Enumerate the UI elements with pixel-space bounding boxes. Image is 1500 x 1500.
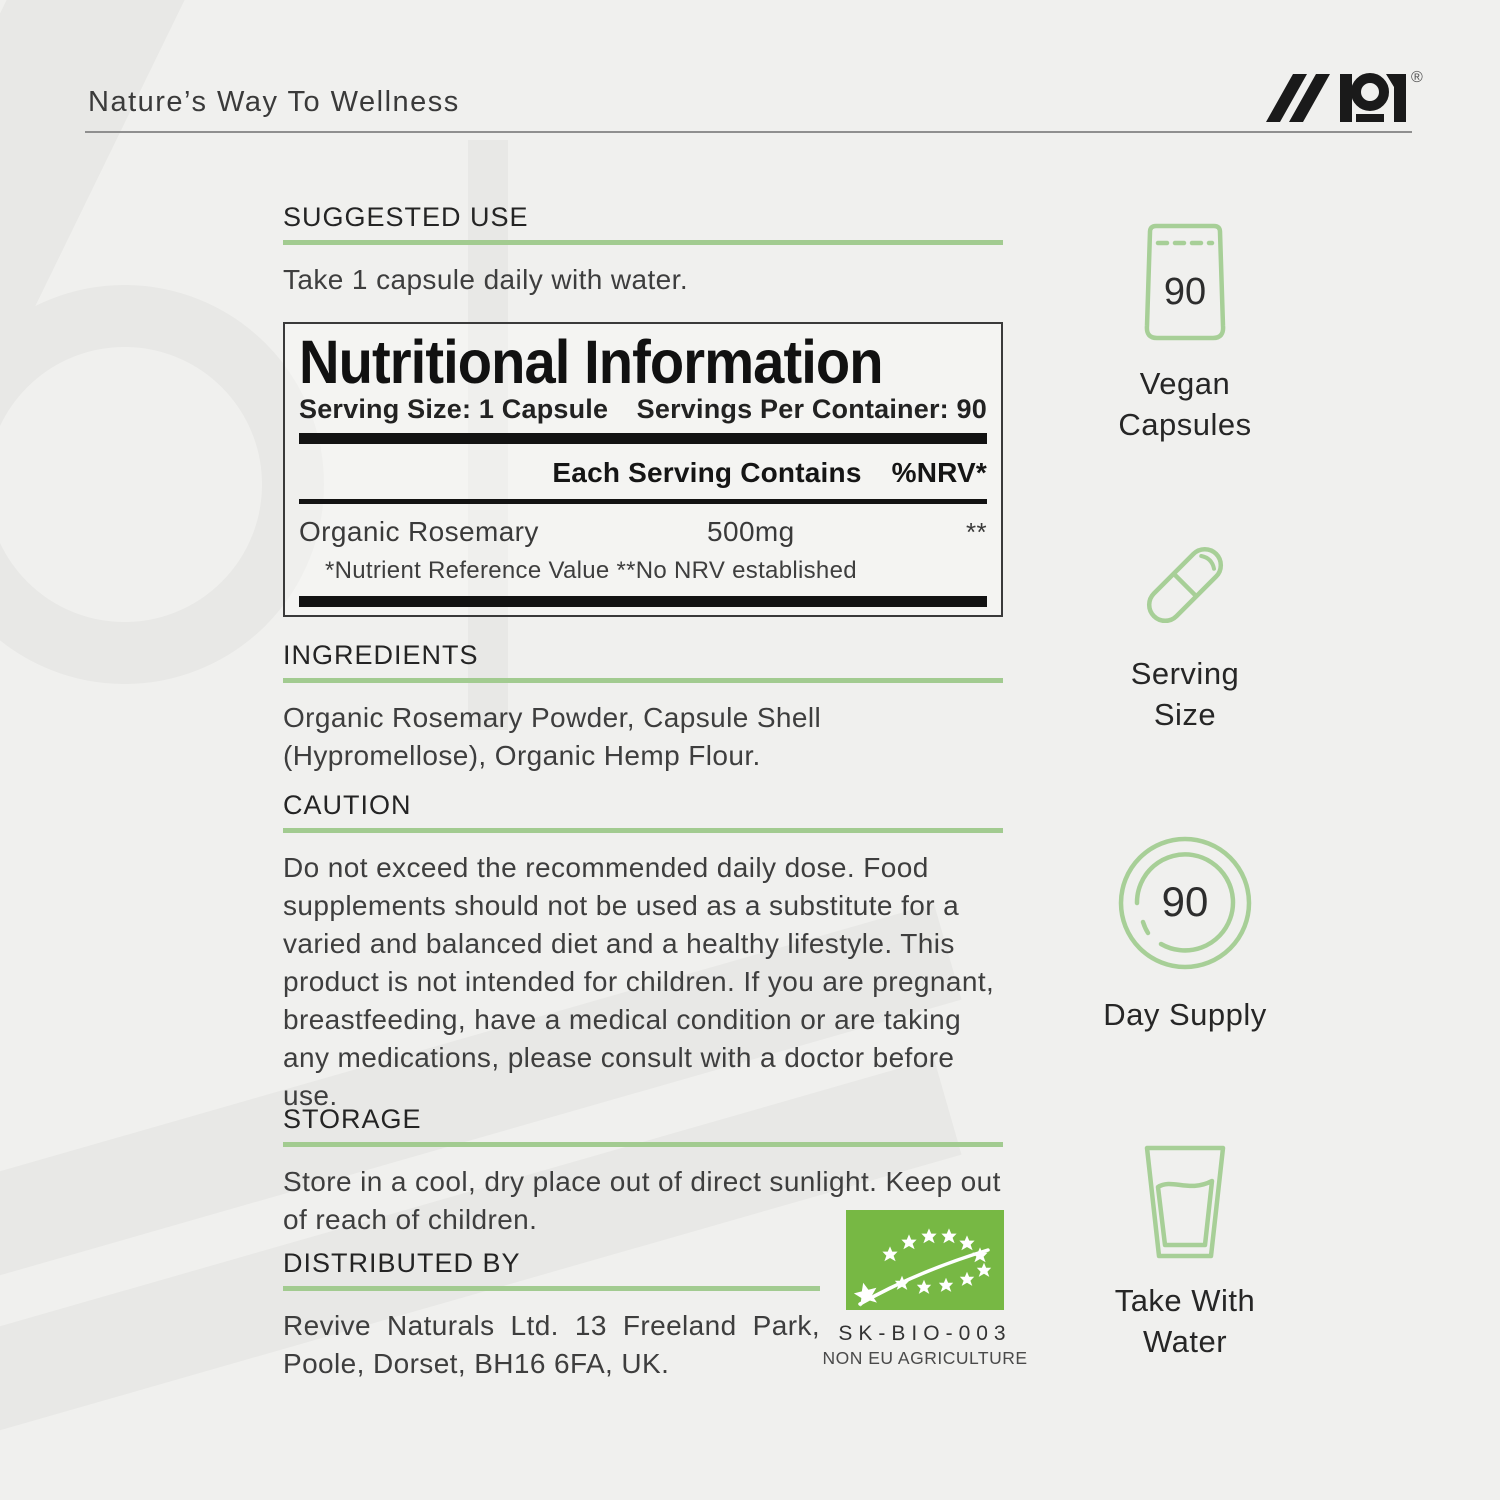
ingredients-body: Organic Rosemary Powder, Capsule Shell (Hypromellose), Organic Hemp Flour. (283, 702, 822, 771)
watermark-ring (0, 285, 324, 684)
eu-origin-statement: NON EU AGRICULTURE (822, 1348, 1028, 1368)
circle-90-icon (1112, 830, 1258, 976)
brand-logo-icon (1262, 66, 1424, 137)
nutrition-facts-box (283, 322, 1003, 617)
pouch-count: 90 (1163, 271, 1207, 313)
distributed-by-rule (283, 1286, 820, 1291)
badge-vegan-capsules (1080, 220, 1290, 445)
badge-serving-size (1080, 535, 1290, 735)
glass-icon (1137, 1142, 1233, 1262)
day-supply-count: 90 (1161, 878, 1209, 925)
ingredient-nrv: ** (965, 517, 987, 547)
badge-label: Day Supply (1103, 997, 1267, 1032)
capsule-icon (1135, 535, 1235, 635)
distributed-by-body: Revive Naturals Ltd. 13 Freeland Park, Poole, Dorset, BH16 6FA, UK. (283, 1310, 820, 1379)
suggested-use-rule (283, 240, 1003, 245)
ingredients-rule (283, 678, 1003, 683)
badge-day-supply (1080, 830, 1290, 1035)
section-ingredients (283, 640, 1003, 775)
badge-label: Vegan Capsules (1118, 366, 1252, 442)
brand-tagline: Nature’s Way To Wellness (88, 86, 460, 118)
badge-label: Serving Size (1130, 656, 1240, 732)
nutrition-bar-bottom (299, 596, 987, 607)
each-serving-contains-label: Each Serving Contains (552, 457, 862, 488)
badge-label: Take With Water (1114, 1283, 1256, 1359)
pouch-icon (1135, 220, 1235, 345)
storage-heading: STORAGE (283, 1104, 422, 1134)
registered-mark: ® (1411, 69, 1423, 86)
storage-rule (283, 1142, 1003, 1147)
section-caution (283, 790, 1003, 1115)
serving-size: Serving Size: 1 Capsule (299, 394, 609, 424)
servings-per-container: Servings Per Container: 90 (636, 394, 987, 424)
nutrition-bar-mid (299, 499, 987, 504)
storage-body: Store in a cool, dry place out of direct sunlight. Keep out of reach of children. (283, 1166, 1001, 1235)
eu-leaf-icon (846, 1210, 1004, 1310)
ingredient-name: Organic Rosemary (299, 516, 539, 547)
caution-rule (283, 828, 1003, 833)
badge-take-with-water (1080, 1142, 1290, 1362)
nutrition-bar-top (299, 433, 987, 444)
caution-heading: CAUTION (283, 790, 412, 820)
caution-body: Do not exceed the recommended daily dose. Food supplements should not be used as a substitute for a varied and balanced diet and a healthy lifestyle. This product is not intended for children. If you are pregnant, breastfeeding, have a medical condition or are taking any medications, please consult with a doctor before use. (283, 852, 995, 1111)
distributed-by-heading: DISTRIBUTED BY (283, 1248, 521, 1278)
ingredient-amount: 500mg (707, 516, 795, 547)
nutrition-title: Nutritional Information (299, 328, 883, 396)
suggested-use-heading: SUGGESTED USE (283, 202, 529, 232)
section-distributed-by (283, 1248, 820, 1383)
nrv-column-label: %NRV* (891, 457, 987, 488)
eu-organic-logo (822, 1210, 1028, 1369)
header-divider (85, 131, 1412, 133)
nutrition-footnote: *Nutrient Reference Value **No NRV established (325, 557, 857, 584)
table-row (299, 516, 987, 548)
section-suggested-use (283, 202, 1003, 299)
eu-certification-code: SK-BIO-003 (838, 1322, 1012, 1345)
suggested-use-body: Take 1 capsule daily with water. (283, 264, 689, 295)
ingredients-heading: INGREDIENTS (283, 640, 479, 670)
